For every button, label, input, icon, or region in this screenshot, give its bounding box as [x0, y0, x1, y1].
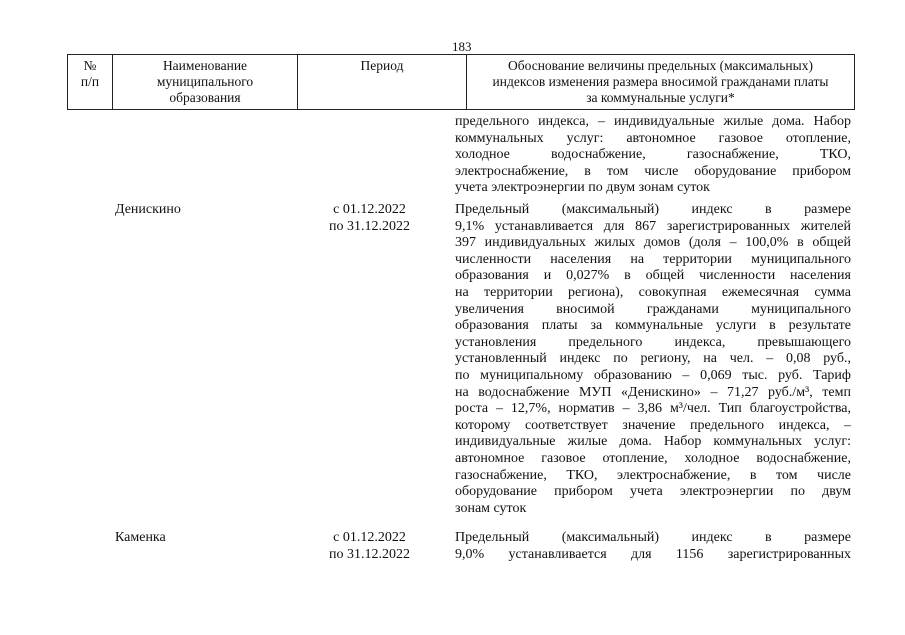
basis-line: оборудование прибором учета электроэнергии по двум [455, 484, 851, 500]
header-col-number: № п/п [68, 55, 113, 110]
basis-line: зонам суток [455, 500, 527, 516]
basis-line: 9,0% устанавливается для 1156 зарегистрированных [455, 546, 851, 562]
header-col-basis: Обоснование величины предельных (максимальных) индексов изменения размера вносимой гражданами платы за коммунальные услуги* [467, 55, 855, 110]
row-denisk-period: с 01.12.2022 по 31.12.2022 [329, 202, 410, 234]
basis-line: индивидуальные жилые дома. Набор коммунальных услуг: [455, 434, 851, 450]
basis-line: увеличения вносимой гражданами муниципального [455, 301, 851, 317]
row-kamenka-name: Каменка [115, 530, 166, 545]
header-col-municipality: Наименование муниципального образования [113, 55, 298, 110]
basis-line: установления предельного индекса, превышающего [455, 334, 851, 350]
basis-line: Предельный (максимальный) индекс в размере [455, 202, 851, 217]
row-denisk-basis [455, 202, 851, 517]
row-kamenka-basis [455, 530, 851, 563]
table-header [67, 54, 855, 110]
basis-line: роста – 12,7%, норматив – 3,86 м³/чел. Тип благоустройства, [455, 401, 851, 417]
basis-line: Предельный (максимальный) индекс в размере [455, 530, 851, 545]
basis-line: образования платы за коммунальные услуги в результате [455, 318, 851, 334]
basis-line: газоснабжение, ТКО, электроснабжение, в том числе [455, 467, 851, 483]
basis-line: образования и 0,027% в общей численности населения [455, 268, 851, 284]
basis-line: 9,1% устанавливается для 867 зарегистрированных жителей [455, 218, 851, 234]
basis-line: установленный индекс по региону, на чел. – 0,08 руб., [455, 351, 851, 367]
header-col-period: Период [298, 55, 467, 110]
page-number: 183 [452, 39, 472, 54]
row-kamenka-period: с 01.12.2022 по 31.12.2022 [329, 530, 410, 562]
basis-line: на водоснабжение МУП «Денискино» – 71,27 руб./м³, темп [455, 384, 851, 400]
basis-line: автономное газовое отопление, холодное водоснабжение, [455, 450, 851, 466]
basis-line: на территории региона), совокупная ежемесячная сумма [455, 284, 851, 300]
continuation-text: предельного индекса, – индивидуальные жилые дома. Набор коммунальных услуг: автономное газовое отопление, холодное водоснабжение, газоснабжение, ТКО, электроснабжение, в том числе оборудование прибором учета электроэнергии по двум зонам суток [455, 114, 851, 196]
basis-line: по муниципальному образованию – 0,069 тыс. руб. Тариф [455, 367, 851, 383]
basis-line: которому соответствует значение предельного индекса, – [455, 417, 851, 433]
row-denisk-name: Денискино [115, 202, 181, 217]
basis-line: 397 индивидуальных жилых домов (доля – 100,0% в общей [455, 235, 851, 251]
basis-line: численности населения на территории муниципального [455, 251, 851, 267]
